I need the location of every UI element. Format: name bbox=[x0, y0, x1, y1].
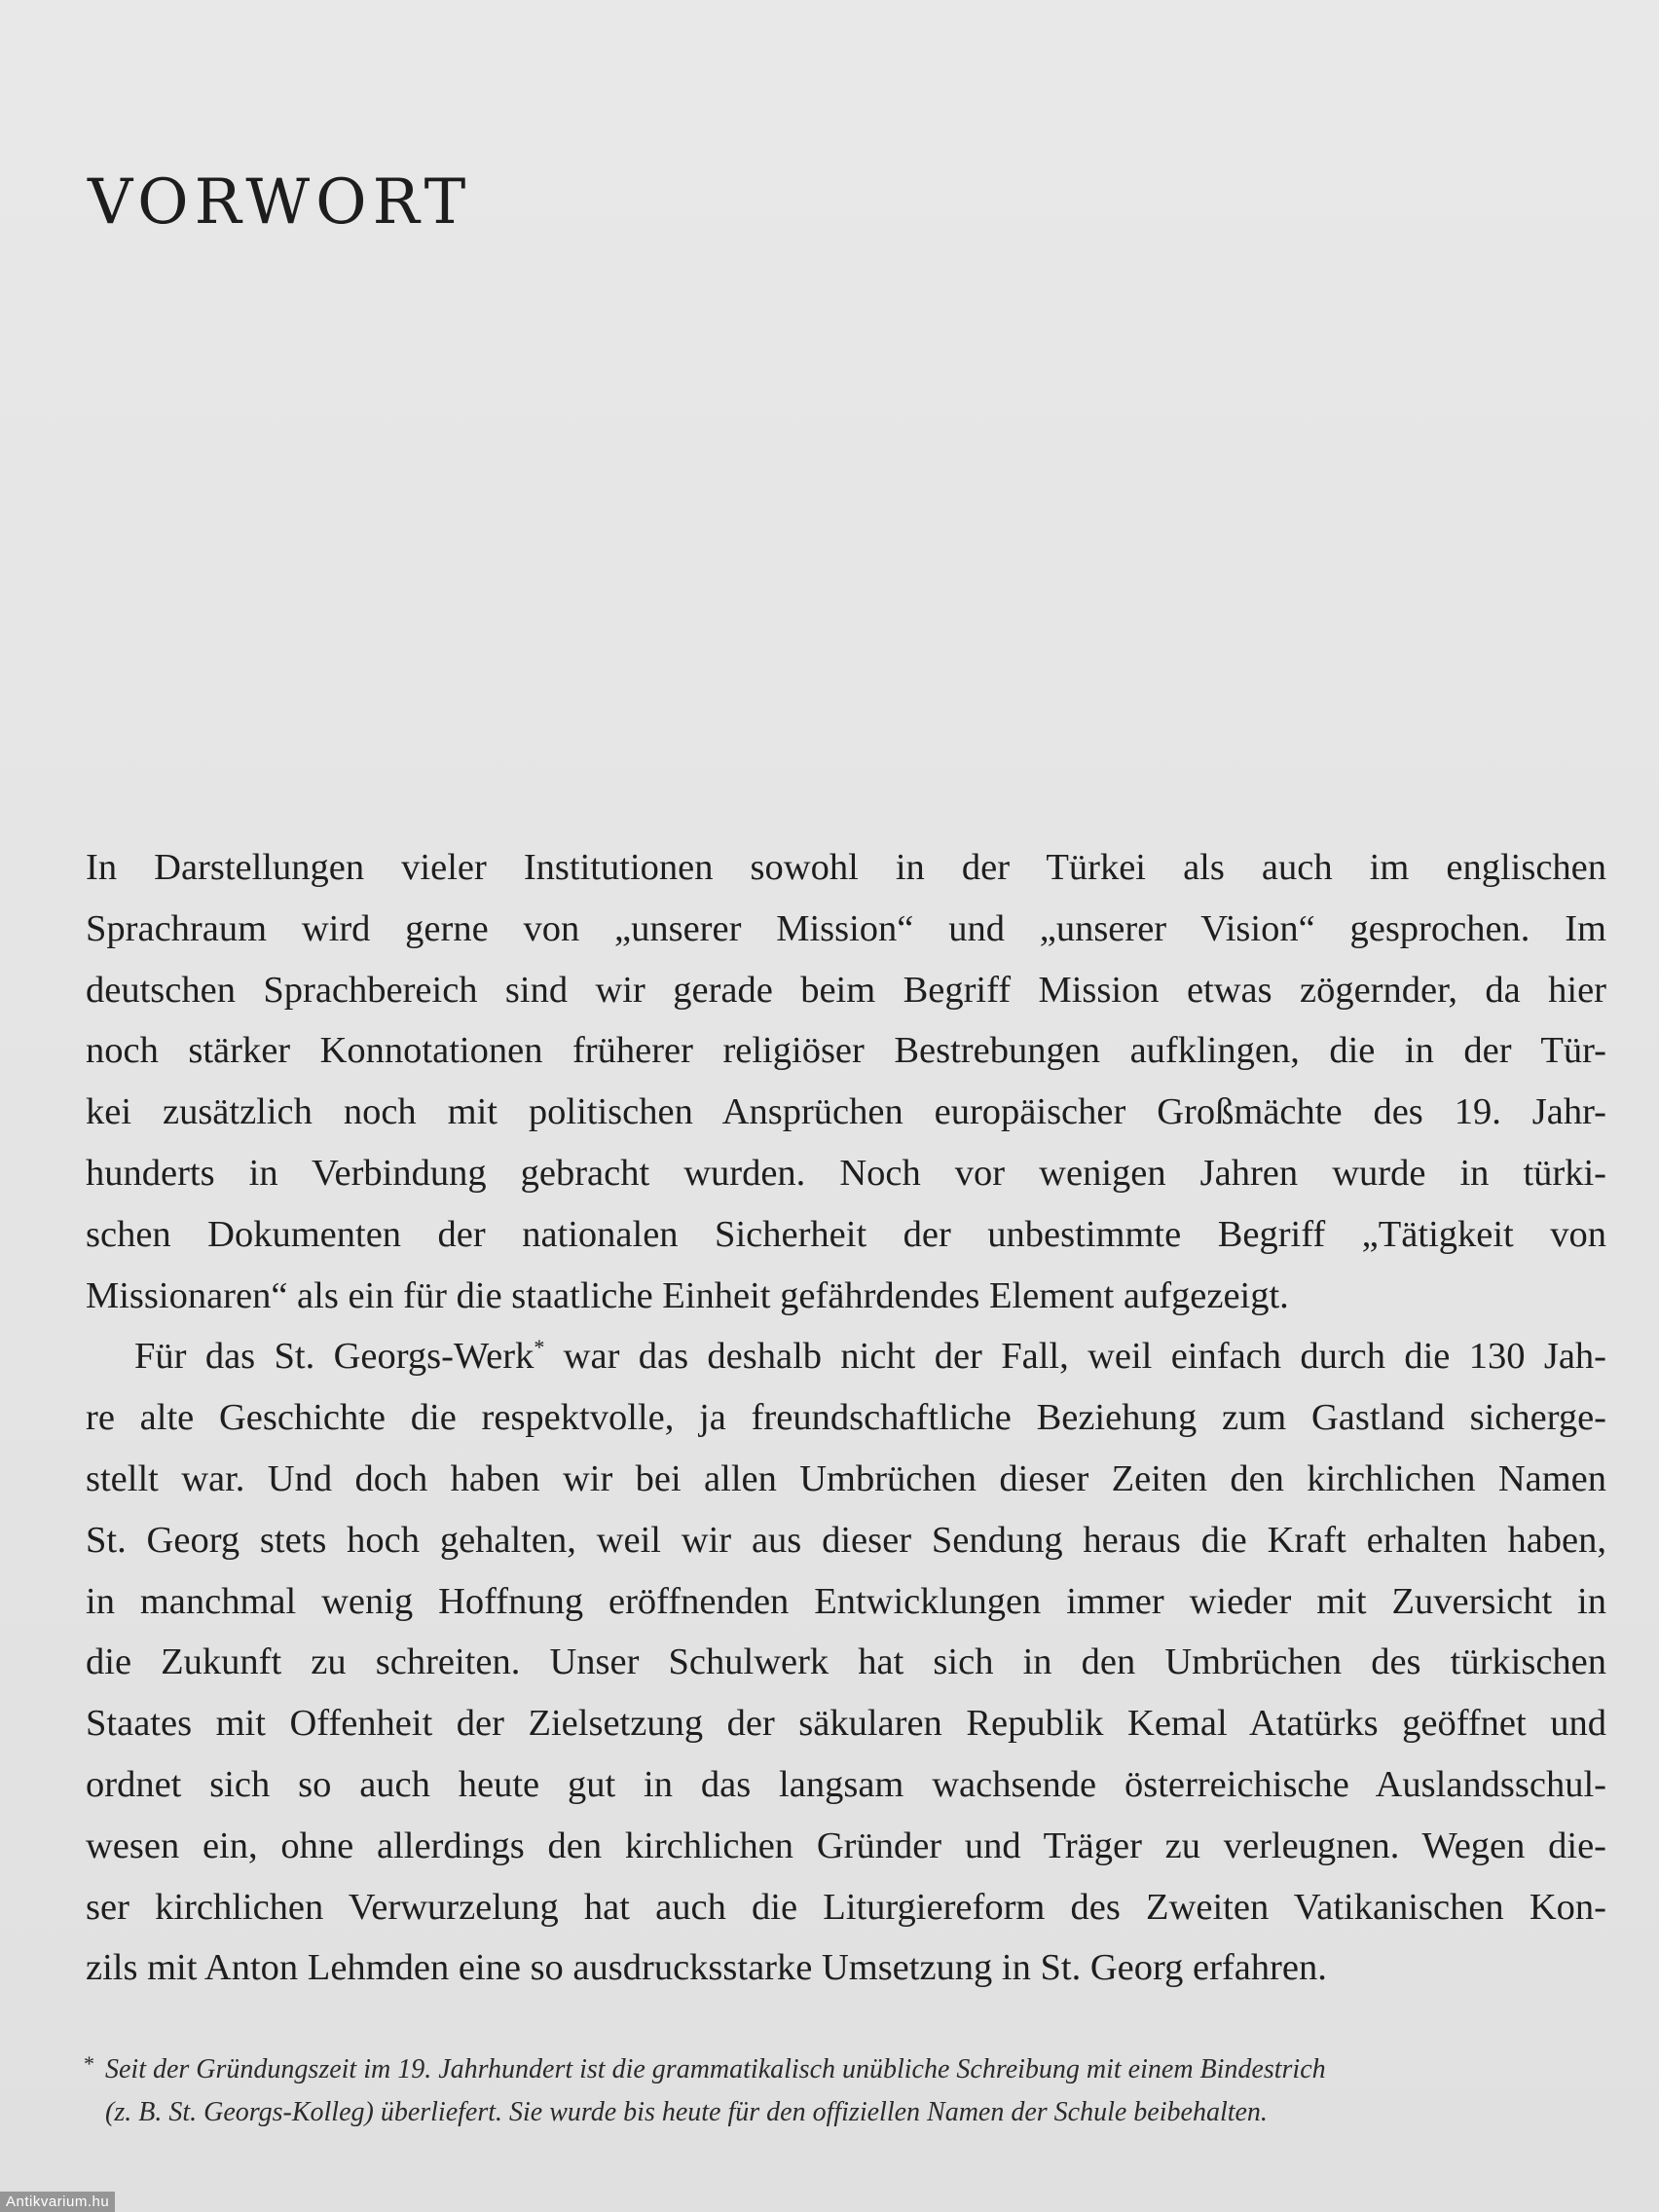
paragraph-2-line: St. Georg stets hoch gehalten, weil wir aus dieser Sendung heraus die Kraft erhalten haben, bbox=[86, 1519, 1606, 1561]
footnote-mark: * bbox=[84, 2051, 94, 2076]
watermark: Antikvarium.hu bbox=[0, 2192, 115, 2212]
paragraph-2-line: ser kirchlichen Verwurzelung hat auch die Liturgiereform des Zweiten Vatikanischen Kon- bbox=[86, 1886, 1606, 1928]
page-title: VORWORT bbox=[88, 166, 472, 239]
footnote-reference: * bbox=[534, 1335, 545, 1360]
paragraph-2-line: wesen ein, ohne allerdings den kirchlichen Gründer und Träger zu verleugnen. Wegen die- bbox=[86, 1825, 1606, 1866]
body-text bbox=[86, 837, 1606, 1999]
paragraph-2-line: Staates mit Offenheit der Zielsetzung der säkularen Republik Kemal Atatürks geöffnet und bbox=[86, 1703, 1606, 1745]
paragraph-2-line: in manchmal wenig Hoffnung eröffnenden Entwicklungen immer wieder mit Zuversicht in bbox=[86, 1580, 1606, 1622]
paragraph-1-line: kei zusätzlich noch mit politischen Ansprüchen europäischer Großmächte des 19. Jahr- bbox=[86, 1091, 1606, 1133]
paragraph-2-line: re alte Geschichte die respektvolle, ja freundschaftliche Beziehung zum Gastland sicherge- bbox=[86, 1397, 1606, 1439]
footnote-line-2: (z. B. St. Georgs-Kolleg) überliefert. Sie wurde bis heute für den offiziellen Namen der Schule beibehalten. bbox=[105, 2097, 1268, 2127]
paragraph-2-line: stellt war. Und doch haben wir bei allen Umbrüchen dieser Zeiten den kirchlichen Namen bbox=[86, 1457, 1606, 1499]
paragraph-1-line: deutschen Sprachbereich sind wir gerade beim Begriff Mission etwas zögernder, da hier bbox=[86, 969, 1606, 1011]
paragraph-2-line: zils mit Anton Lehmden eine so ausdrucksstarke Umsetzung in St. Georg erfahren. bbox=[86, 1947, 1327, 1989]
footnote-text-1: Seit der Gründungszeit im 19. Jahrhundert ist die grammatikalisch unübliche Schreibung mit einem Bindestrich bbox=[105, 2054, 1326, 2084]
paragraph-1-line: In Darstellungen vieler Institutionen sowohl in der Türkei als auch im englischen bbox=[86, 847, 1606, 888]
footnote bbox=[84, 2048, 1544, 2134]
paragraph-2-line: ordnet sich so auch heute gut in das langsam wachsende österreichische Auslandsschul- bbox=[86, 1763, 1606, 1805]
paragraph-2-line: die Zukunft zu schreiten. Unser Schulwerk hat sich in den Umbrüchen des türkischen bbox=[86, 1641, 1606, 1683]
paragraph-1-line: schen Dokumenten der nationalen Sicherheit der unbestimmte Begriff „Tätigkeit von bbox=[86, 1213, 1606, 1255]
paragraph-1-line: noch stärker Konnotationen früherer religiöser Bestrebungen aufklingen, die in der Tür- bbox=[86, 1030, 1606, 1072]
footnote-line-1 bbox=[84, 2048, 1544, 2091]
paragraph-1-line: Missionaren“ als ein für die staatliche Einheit gefährdendes Element aufgezeigt. bbox=[86, 1274, 1289, 1316]
paragraph-1-line: hunderts in Verbindung gebracht wurden. Noch vor wenigen Jahren wurde in türki- bbox=[86, 1152, 1606, 1194]
paragraph-1-line: Sprachraum wird gerne von „unserer Mission“ und „unserer Vision“ gesprochen. Im bbox=[86, 907, 1606, 949]
paragraph-2-start: Für das St. Georgs-Werk bbox=[134, 1336, 535, 1378]
paragraph-2-first-line bbox=[86, 1326, 1606, 1387]
paragraph-2-continuation: war das deshalb nicht der Fall, weil einfach durch die 130 Jah- bbox=[544, 1336, 1606, 1378]
